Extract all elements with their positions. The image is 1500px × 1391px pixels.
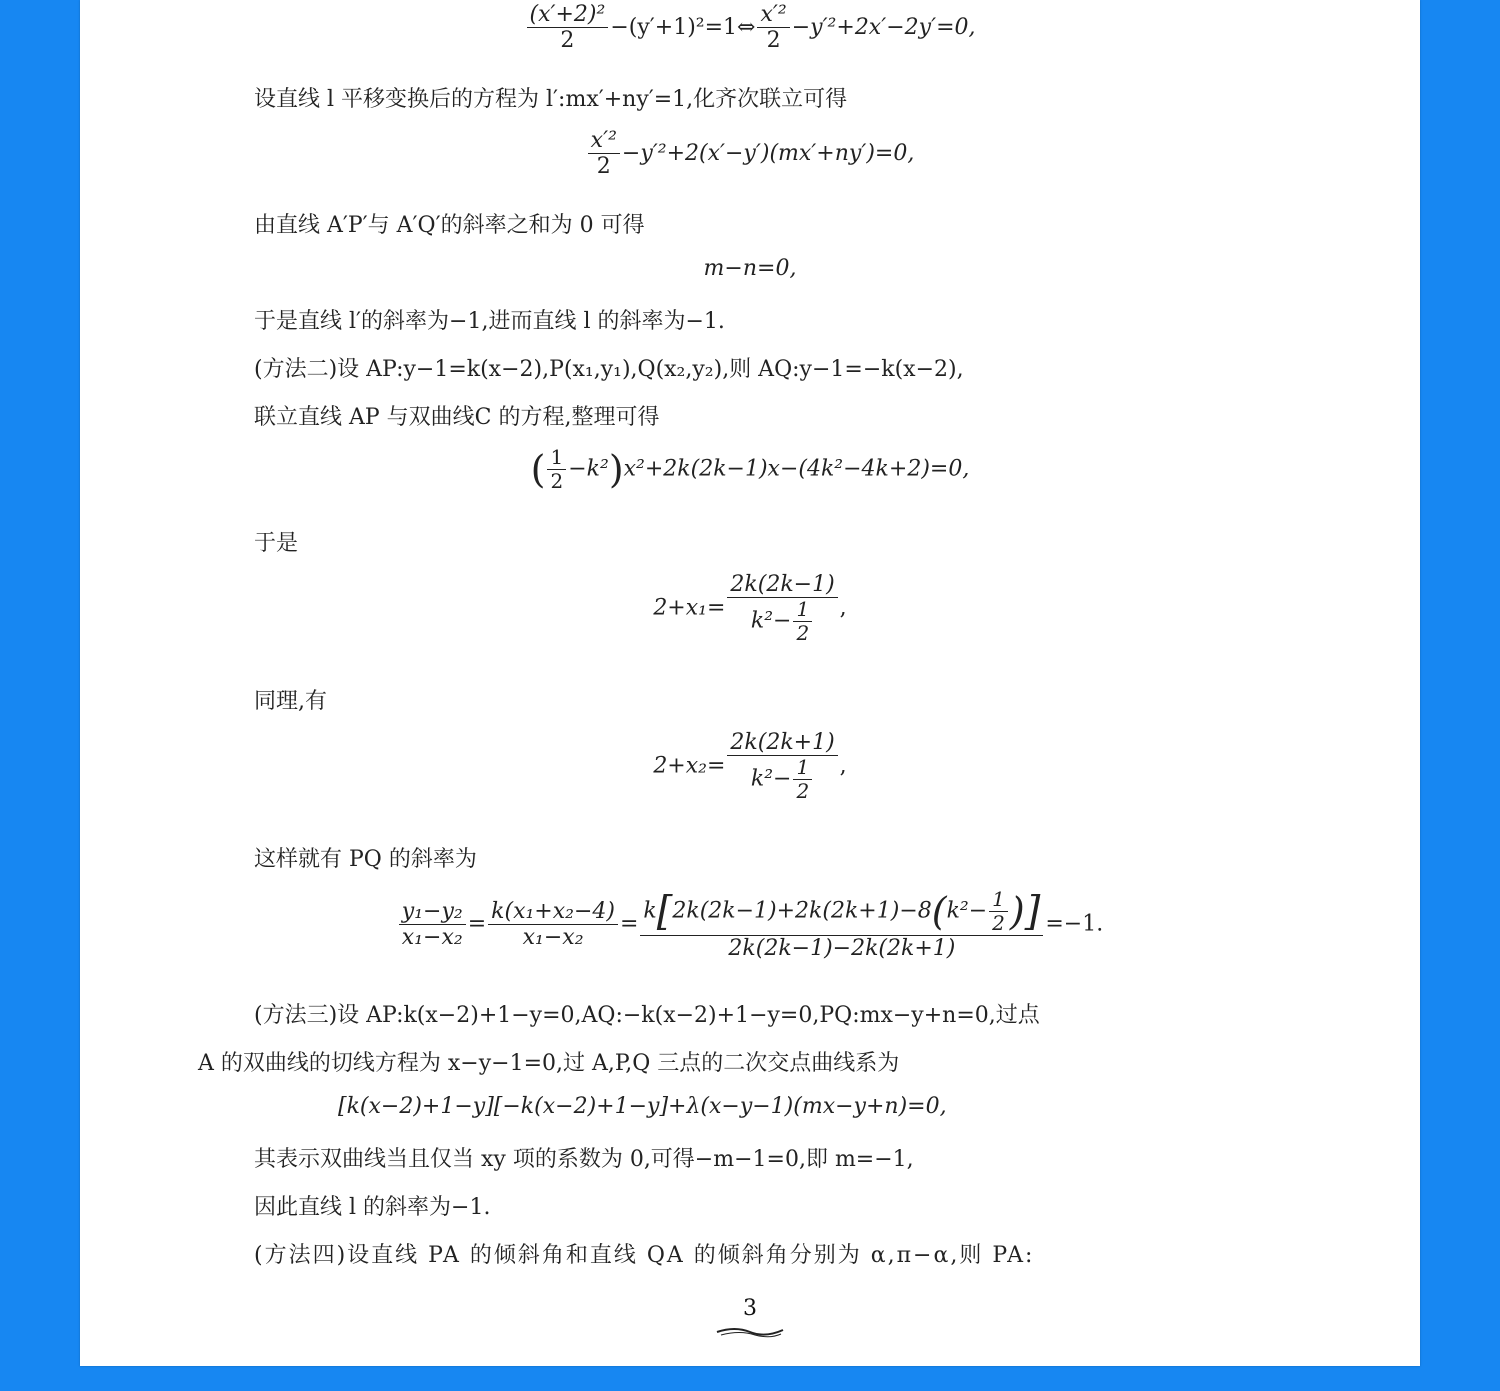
equation-line-13: 2+x₂= 2k(2k+1) k²− $\frac{1}{2}$ , [653, 730, 847, 804]
fraction: $\frac{\text{k(x₁+x₂−4)}}{\text{x₁−x₂}}$ [488, 899, 618, 951]
fraction: $\frac{\text{(x′+2)²}}{2}$ [527, 2, 609, 54]
document-page: $\frac{\text{(x′+2)²}}{2}$ −(y′+1)²=1⇔ $\frac{\text{x′²}}{2}$ −y′²+2x′−2y′=0, 设直线 l 平移变换后的方程为 l′:mx′+ny′=1,化齐次联立可得 $\frac{\text{x′²}}{2}$ −y′²+2(x′−y′)(mx′+ny′)=0, 由直线 A′P′与 A′Q′的斜率之和为 0 可得 m−n=0, 于是直线 l′的斜率为−1,进而直线 l 的斜率为−1. (方法二)设 AP:y−1=k(x−2),P(x₁,y₁),Q(x₂,y₂),则 AQ:y−1=−k(x−2), 联立直线 AP 与双曲线C 的方程,整理可得 ( $\frac{1}{2}$ −k²)x²+2k(2k−1)x−(4k²−4k+2)=0, 于是 2+x₁= 2k(2k−1) k²− $\frac{1}{2}$ , 同理,有 2+x₂= 2k(2k+1) k²− $\frac{1}{2}$ , 这样就有 PQ 的斜率为 $\frac{\text{y₁−y₂}}{\text{x₁−x₂}}$ = $\frac{\text{k(x₁+x₂−4)}}{\text{x₁−x₂}}$ = k[2k(2k−1)+2k(2k+1)−8(k²− $\frac{1}{2}$ )] 2k(2k−1)−2k(2k+1) =−1. (方法三)设 AP:k(x−2)+1−y=0,AQ:−k(x−2)+1−y=0,PQ:mx−y+n=0,过点 A 的双曲线的切线方程为 x−y−1=0,过 A,P,Q 三点的二次交点曲线系为 [k(x−2)+1−y][−k(x−2)+1−y]+λ(x−y−1)(mx−y+n)=0, 其表示双曲线当且仅当 xy 项的系数为 0,可得−m−1=0,即 m=−1, 因此直线 l 的斜率为−1. (方法四)设直线 PA 的倾斜角和直线 QA 的倾斜角分别为 α,π−α,则 PA: 3 [80, 0, 1420, 1366]
equation-line-3: $\frac{\text{x′²}}{2}$ −y′²+2(x′−y′)(mx′+ny′)=0, [80, 128, 1420, 180]
page-number-swash-icon [715, 1324, 785, 1338]
fraction: $\frac{\text{x′²}}{2}$ [757, 2, 789, 54]
fraction: 2k(2k−1) k²− $\frac{1}{2}$ [727, 572, 837, 645]
equation-line-11: 2+x₁= 2k(2k−1) k²− $\frac{1}{2}$ , [653, 572, 847, 646]
fraction: $\frac{\text{y₁−y₂}}{\text{x₁−x₂}}$ [399, 899, 466, 951]
fraction: $\frac{1}{2}$ [547, 446, 566, 493]
fraction: $\frac{\text{x′²}}{2}$ [588, 128, 620, 180]
equation-line-9: ( $\frac{1}{2}$ −k²)x²+2k(2k−1)x−(4k²−4k+2)=0, [530, 445, 970, 493]
fraction: k[2k(2k−1)+2k(2k+1)−8(k²− $\frac{1}{2}$ )] 2k(2k−1)−2k(2k+1) [640, 888, 1043, 961]
page-number: 3 [743, 1296, 757, 1321]
equation-line-15: $\frac{\text{y₁−y₂}}{\text{x₁−x₂}}$ = $\frac{\text{k(x₁+x₂−4)}}{\text{x₁−x₂}}$ = k[2k(2k−1)+2k(2k+1)−8(k²− $\frac{1}{2}$ )] 2k(2k−1)−2k(2k+1) =−1. [80, 888, 1420, 961]
equation-line-5: m−n=0, [703, 256, 797, 281]
fraction: 2k(2k+1) k²− $\frac{1}{2}$ [727, 730, 837, 803]
equation-line-1: $\frac{\text{(x′+2)²}}{2}$ −(y′+1)²=1⇔ $\frac{\text{x′²}}{2}$ −y′²+2x′−2y′=0, [80, 2, 1420, 54]
